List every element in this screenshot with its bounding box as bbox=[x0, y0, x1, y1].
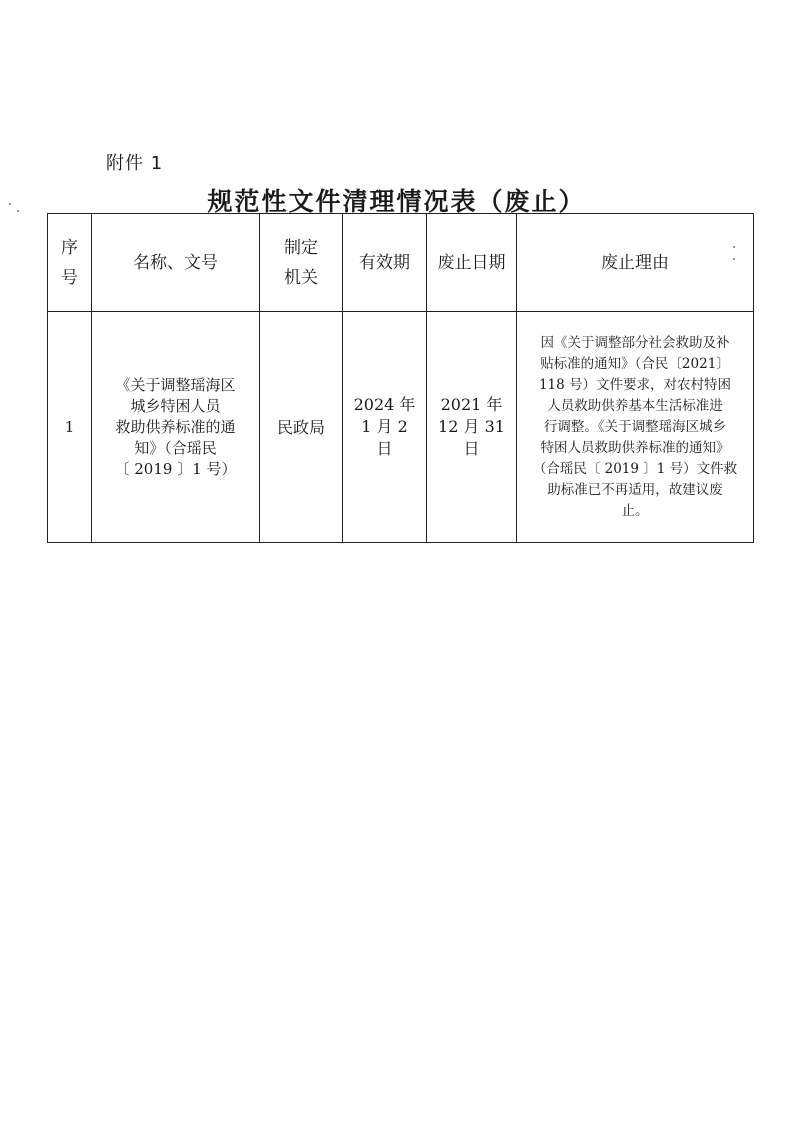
attachment-label: 附件 1 bbox=[106, 153, 164, 174]
cell-abolish-date bbox=[427, 312, 517, 543]
scan-speck bbox=[17, 210, 19, 212]
validity-line: 2024 年 bbox=[353, 395, 416, 414]
abolition-table bbox=[47, 213, 754, 543]
reason-line: 行调整。《关于调整瑶海区城乡 bbox=[543, 418, 727, 435]
scan-speck bbox=[9, 203, 11, 205]
reason-line: （合瑶民〔 2019 〕1 号）文件救 bbox=[532, 460, 738, 477]
header-issuer-line: 制定 bbox=[284, 237, 318, 258]
cell-seq: 1 bbox=[48, 312, 92, 543]
header-validity: 有效期 bbox=[343, 214, 427, 312]
table-header-row bbox=[48, 214, 754, 312]
page-title: 规范性文件清理情况表（废止） bbox=[207, 187, 586, 216]
header-abolish-date: 废止日期 bbox=[427, 214, 517, 312]
reason-line: 因《关于调整部分社会救助及补 bbox=[540, 334, 730, 351]
reason-line: 特困人员救助供养标准的通知》 bbox=[540, 439, 730, 456]
header-seq-line: 序 bbox=[61, 237, 78, 258]
header-seq-line: 号 bbox=[61, 267, 78, 288]
name-line: 〔 2019 〕1 号） bbox=[114, 459, 237, 478]
scan-speck bbox=[733, 246, 735, 248]
scan-speck bbox=[733, 258, 735, 260]
reason-line: 贴标准的通知》（合民〔2021〕 bbox=[540, 355, 730, 372]
table-row bbox=[48, 312, 754, 543]
cell-name bbox=[92, 312, 260, 543]
abolish-line: 日 bbox=[463, 439, 480, 458]
name-line: 城乡特困人员 bbox=[130, 396, 221, 415]
cell-validity bbox=[343, 312, 427, 543]
header-name: 名称、文号 bbox=[92, 214, 260, 312]
abolish-line: 12 月 31 bbox=[438, 417, 505, 436]
cell-reason bbox=[517, 312, 754, 543]
name-line: 救助供养标准的通 bbox=[115, 417, 236, 436]
abolish-line: 2021 年 bbox=[440, 395, 503, 414]
validity-line: 1 月 2 日 bbox=[361, 417, 408, 458]
header-issuer bbox=[260, 214, 343, 312]
header-reason: 废止理由 bbox=[517, 214, 754, 312]
header-issuer-line: 机关 bbox=[284, 267, 318, 288]
name-line: 知》（合瑶民 bbox=[134, 438, 217, 457]
header-seq bbox=[48, 214, 92, 312]
reason-line: 助标准已不再适用，故建议废 bbox=[547, 481, 723, 498]
name-line: 《关于调整瑶海区 bbox=[115, 375, 236, 394]
reason-line: 人员救助供养基本生活标准进 bbox=[547, 397, 723, 414]
cell-issuer: 民政局 bbox=[260, 312, 343, 543]
reason-line: 止。 bbox=[621, 502, 649, 519]
reason-line: 118 号）文件要求，对农村特困 bbox=[538, 376, 732, 393]
